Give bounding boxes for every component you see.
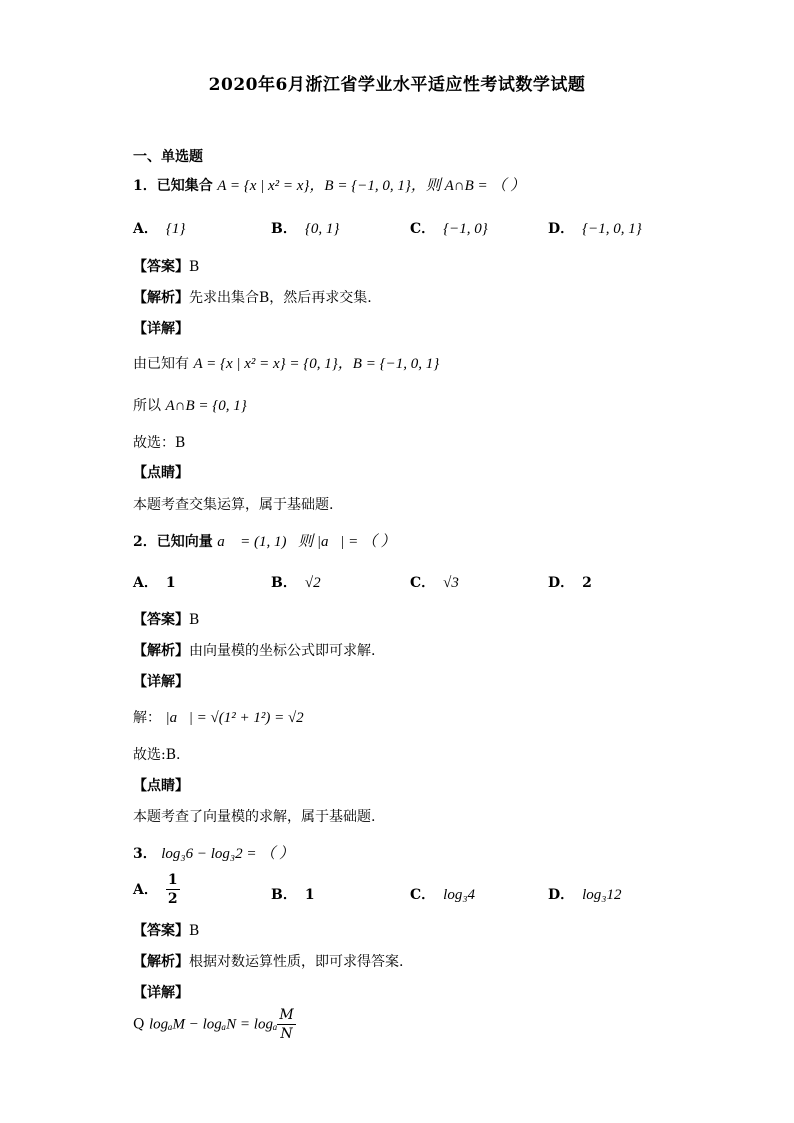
option-fraction — [166, 873, 180, 906]
answer-tag: 【答案】 — [133, 612, 189, 628]
q2-detail-1 — [133, 707, 315, 727]
option-label: C． — [410, 887, 436, 903]
option-value: 1 — [165, 575, 176, 591]
answer-value: B — [189, 923, 200, 939]
page-title: 2020年6月浙江省学业水平适应性考试数学试题 — [208, 75, 586, 95]
option-label: A． — [133, 221, 158, 237]
analysis-text: 由向量模的坐标公式即可求解. — [189, 643, 376, 659]
q1-option-a — [133, 218, 185, 238]
q3-option-c — [410, 884, 475, 904]
option-value: √3 — [443, 575, 459, 591]
option-value: {−1, 0, 1} — [582, 221, 642, 237]
q1-analysis — [133, 287, 372, 307]
q3-option-a — [133, 873, 180, 906]
detail-math: A∩B = {0, 1} — [165, 398, 247, 414]
option-label: B． — [271, 887, 297, 903]
answer-value: B — [189, 259, 200, 275]
question-2-stem — [133, 530, 396, 551]
analysis-text: 先求出集合B，然后再求交集. — [189, 290, 372, 306]
q1-comment: 本题考查交集运算，属于基础题. — [133, 497, 334, 513]
option-value: 2 — [582, 575, 592, 591]
detail-text: 解： — [133, 710, 161, 726]
option-value: √2 — [304, 575, 321, 591]
option-value: 1 — [304, 887, 315, 903]
answer-tag: 【答案】 — [133, 923, 189, 939]
option-value: {0, 1} — [304, 221, 340, 237]
option-label: D． — [548, 575, 575, 591]
section-heading: 一、单选题 — [133, 149, 203, 165]
option-label: D． — [548, 221, 575, 237]
q2-detail-tag: 【详解】 — [133, 674, 189, 690]
option-label: C． — [410, 575, 436, 591]
q1-detail-3: 故选：B — [133, 435, 186, 451]
q2-analysis — [133, 640, 375, 660]
q3-answer — [133, 920, 199, 940]
q1-detail-tag: 【详解】 — [133, 321, 189, 337]
question-3-math: log₃6 − log₃2 = （ ） — [161, 846, 294, 862]
answer-tag: 【答案】 — [133, 259, 189, 275]
q3-option-b — [271, 884, 315, 904]
q1-option-d — [548, 218, 642, 238]
analysis-tag: 【解析】 — [133, 643, 189, 659]
q2-option-d — [548, 572, 592, 592]
q3-analysis — [133, 951, 403, 971]
answer-value: B — [189, 612, 200, 628]
q2-detail-2: 故选:B. — [133, 747, 181, 763]
q2-option-b — [271, 572, 321, 592]
question-3-stem — [133, 842, 294, 863]
detail-prefix: Q — [133, 1016, 145, 1033]
q1-answer — [133, 256, 199, 276]
question-1-math: A = {x | x² = x}，B = {−1, 0, 1}，则 A∩B = （ ） — [217, 178, 526, 194]
option-value: {−1, 0} — [443, 221, 488, 237]
fraction-numerator: 1 — [167, 872, 178, 888]
question-1-number: 1．已知集合 — [133, 178, 213, 194]
detail-fraction — [277, 1008, 295, 1041]
option-label: B． — [271, 221, 297, 237]
q2-option-a — [133, 572, 176, 592]
q2-comment-tag: 【点睛】 — [133, 778, 189, 794]
option-value: log₃4 — [443, 887, 476, 903]
analysis-tag: 【解析】 — [133, 290, 189, 306]
option-label: C． — [410, 221, 436, 237]
fraction-denominator: 2 — [167, 891, 178, 907]
q3-option-d — [548, 884, 622, 904]
option-label: B． — [271, 575, 297, 591]
option-label: A． — [133, 575, 158, 591]
q1-option-b — [271, 218, 339, 238]
question-2-number: 2．已知向量 — [133, 534, 213, 550]
fraction-numerator: M — [279, 1007, 294, 1023]
question-2-math: a⃗ = (1, 1)，则 |a⃗| = （ ） — [217, 534, 396, 550]
fraction-denominator: N — [280, 1026, 293, 1042]
option-value: {1} — [165, 221, 186, 237]
question-3-number: 3． — [133, 846, 157, 862]
q2-answer — [133, 609, 199, 629]
q1-detail-2 — [133, 395, 247, 415]
detail-math: A = {x | x² = x} = {0, 1}，B = {−1, 0, 1} — [193, 356, 440, 372]
option-label: A． — [133, 881, 158, 898]
q2-comment: 本题考查了向量模的求解，属于基础题. — [133, 809, 376, 825]
option-label: D． — [548, 887, 575, 903]
option-value: log₃12 — [582, 887, 622, 903]
q3-detail-tag: 【详解】 — [133, 985, 189, 1001]
analysis-tag: 【解析】 — [133, 954, 189, 970]
question-1-stem — [133, 174, 525, 195]
detail-math: logₐM − logₐN = logₐ — [148, 1016, 278, 1033]
q2-option-c — [410, 572, 459, 592]
q3-detail-1 — [133, 1008, 296, 1041]
analysis-text: 根据对数运算性质，即可求得答案. — [189, 954, 404, 970]
detail-text: 由已知有 — [133, 356, 189, 372]
detail-math: |a⃗| = √(1² + 1²) = √2， — [165, 710, 316, 726]
detail-text: 所以 — [133, 398, 161, 414]
q1-comment-tag: 【点睛】 — [133, 465, 189, 481]
q1-detail-1 — [133, 352, 439, 373]
q1-option-c — [410, 218, 488, 238]
